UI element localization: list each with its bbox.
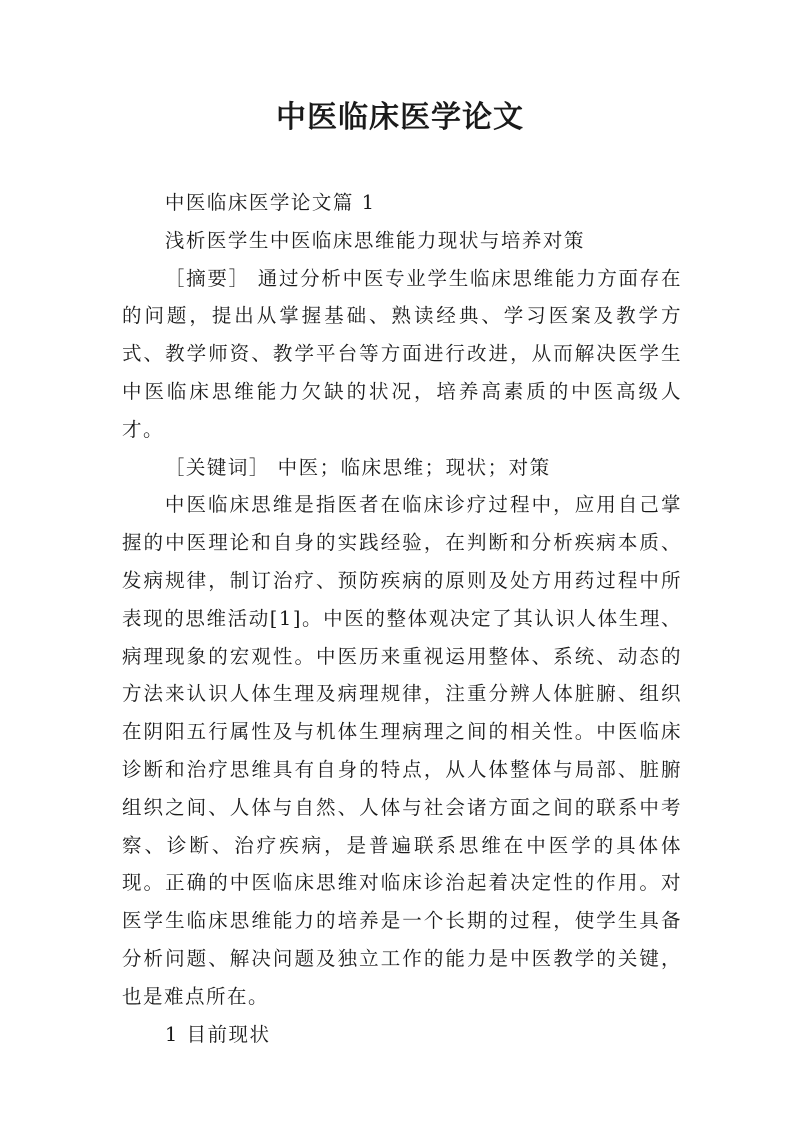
document-title: 中医临床医学论文 [276,100,524,135]
article-title: 浅析医学生中医临床思维能力现状与培养对策 [164,228,585,252]
keywords-paragraph: ［关键词］ 中医；临床思维；现状；对策 [164,455,551,479]
document-body [122,184,682,1053]
section-heading: 中医临床医学论文篇 1 [164,191,376,214]
abstract-paragraph: ［摘要］ 通过分析中医专业学生临床思维能力方面存在的问题，提出从掌握基础、熟读经典、学习医案及教学方式、教学师资、教学平台等方面进行改进，从而解决医学生中医临床思维能力欠缺的状况，培养高素质的中医高级人才。 [122,266,682,441]
subsection-heading: 1 目前现状 [164,1022,271,1046]
body-paragraph: 中医临床思维是指医者在临床诊疗过程中，应用自己掌握的中医理论和自身的实践经验，在判断和分析疾病本质、发病规律，制订治疗、预防疾病的原则及处方用药过程中所表现的思维活动[1]。中医的整体观决定了其认识人体生理、病理现象的宏观性。中医历来重视运用整体、系统、动态的方法来认识人体生理及病理规律，注重分辨人体脏腑、组织在阴阳五行属性及与机体生理病理之间的相关性。中医临床诊断和治疗思维具有自身的特点，从人体整体与局部、脏腑组织之间、人体与自然、人体与社会诸方面之间的联系中考察、诊断、治疗疾病，是普遍联系思维在中医学的具体体现。正确的中医临床思维对临床诊治起着决定性的作用。对医学生临床思维能力的培养是一个长期的过程，使学生具备分析问题、解决问题及独立工作的能力是中医教学的关键，也是难点所在。 [122,493,682,1008]
